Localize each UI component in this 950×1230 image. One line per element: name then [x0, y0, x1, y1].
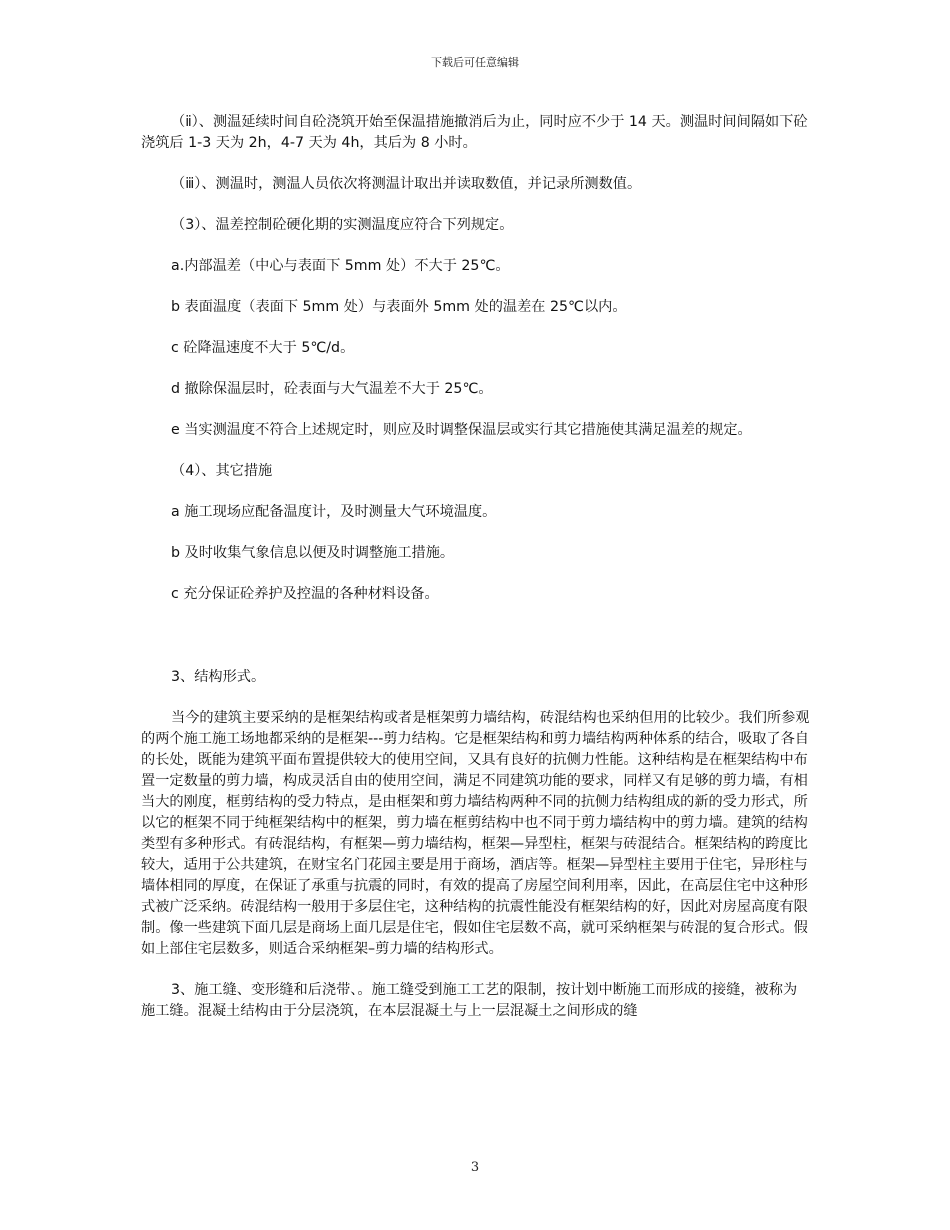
section-heading: 3、结构形式。 [171, 669, 266, 685]
paragraph: c 充分保证砼养护及控温的各种材料设备。 [171, 586, 439, 602]
paragraph: c 砼降温速度不大于 5℃/d。 [171, 340, 355, 356]
body-text [141, 112, 811, 1042]
paragraph: （ⅱ）、测温延续时间自砼浇筑开始至保温措施撤消后为止，同时应不少于 14 天。测温时间间隔如下砼浇筑后 1-3 天为 2h，4-7 天为 4h，其后为 8 小时。 [141, 114, 808, 151]
paragraph: （4）、其它措施 [171, 463, 273, 479]
paragraph: e 当实测温度不符合上述规定时，则应及时调整保温层或实行其它措施使其满足温差的规定。 [171, 422, 752, 438]
blank-line [141, 625, 811, 667]
paragraph: 3、施工缝、变形缝和后浇带、。施工缝受到施工工艺的限制，按计划中断施工而形成的接缝，被称为施工缝。混凝土结构由于分层浇筑，在本层混凝土与上一层混凝土之间形成的缝 [141, 982, 798, 1019]
page-number: 3 [470, 1160, 480, 1175]
page-header: 下载后可任意编辑 [431, 56, 519, 69]
paragraph: d 撤除保温层时，砼表面与大气温差不大于 25℃。 [171, 381, 493, 397]
paragraph: a 施工现场应配备温度计，及时测量大气环境温度。 [171, 504, 497, 520]
paragraph: 当今的建筑主要采纳的是框架结构或者是框架剪力墙结构，砖混结构也采纳但用的比较少。我们所参观的两个施工施工场地都采纳的是框架---剪力结构。它是框架结构和剪力墙结构两种体系的结合，吸取了各自的长处，既能为建筑平面布置提供较大的使用空间，又具有良好的抗侧力性能。这种结构是在框架结构中布置一定数量的剪力墙，构成灵活自由的使用空间，满足不同建筑功能的要求，同样又有足够的剪力墙，有相当大的刚度，框剪结构的受力特点，是由框架和剪力墙结构两种不同的抗侧力结构组成的新的受力形式，所以它的框架不同于纯框架结构中的框架，剪力墙在框剪结构中也不同于剪力墙结构中的剪力墙。建筑的结构类型有多种形式。有砖混结构，有框架—剪力墙结构，框架—异型柱，框架与砖混结合。框架结构的跨度比较大，适用于公共建筑，在财宝名门花园主要是用于商场，酒店等。框架—异型柱主要用于住宅，异形柱与墙体相同的厚度，在保证了承重与抗震的同时，有效的提高了房屋空间利用率，因此，在高层住宅中这种形式被广泛采纳。砖混结构一般用于多层住宅，这种结构的抗震性能没有框架结构的好，因此对房屋高度有限制。像一些建筑下面几层是商场上面几层是住宅，假如住宅层数不高，就可采纳框架与砖混的复合形式。假如上部住宅层数多，则适合采纳框架–剪力墙的结构形式。 [141, 710, 810, 957]
paragraph: b 表面温度（表面下 5mm 处）与表面外 5mm 处的温差在 25℃以内。 [171, 299, 627, 315]
paragraph: （ⅲ）、测温时，测温人员依次将测温计取出并读取数值，并记录所测数值。 [171, 176, 642, 192]
paragraph: （3）、温差控制砼硬化期的实测温度应符合下列规定。 [171, 217, 514, 233]
paragraph: a.内部温差（中心与表面下 5mm 处）不大于 25℃。 [171, 258, 510, 274]
paragraph: b 及时收集气象信息以便及时调整施工措施。 [171, 545, 455, 561]
